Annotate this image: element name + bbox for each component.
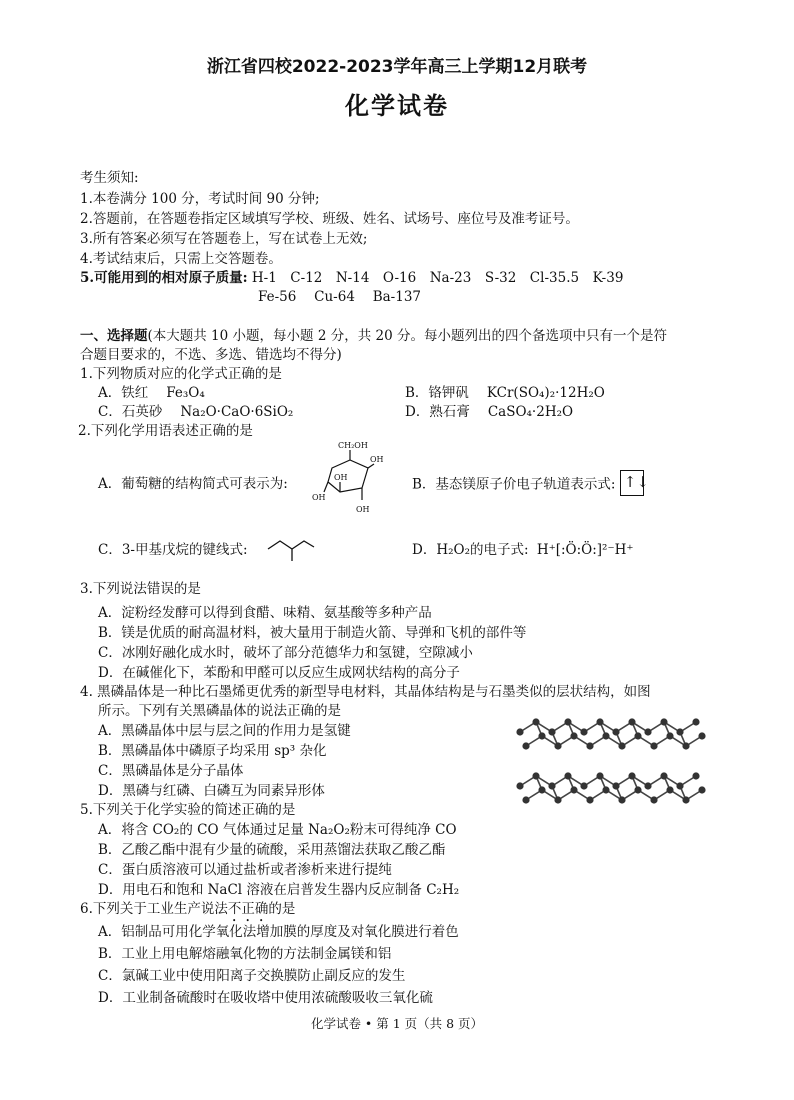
q2-option-c: C．3-甲基戊烷的键线式: [98,542,248,558]
q4-option-d: D．黑磷与红磷、白磷互为同素异形体 [98,783,325,799]
q1-option-d-formula: CaSO₄·2H₂O [487,404,574,420]
q1-option-b [405,381,605,401]
q1-option-d [405,400,573,420]
q1-option-a [98,381,205,401]
glucose-ch2oh-label: CH₂OH [338,441,368,450]
q1-option-a-label: A．铁红 [98,385,149,401]
q2-stem: 2.下列化学用语表述正确的是 [78,423,253,439]
q1-option-b-formula: KCr(SO₄)₂·12H₂O [486,385,605,401]
q1-option-c [98,400,293,420]
black-phosphorus-structure-image [512,712,712,824]
q2-option-b [412,472,649,498]
glucose-oh-label-2: OH [312,493,326,502]
q4-option-c: C．黑磷晶体是分子晶体 [98,763,244,779]
h2o2-electron-formula: H⁺[:Ö:Ö:]²⁻H⁺ [536,542,634,558]
q2-option-d [412,538,634,558]
q5-option-c: C．蛋白质溶液可以通过盐析或者渗析来进行提纯 [98,862,392,878]
q2-option-b-label: B．基态镁原子价电子轨道表示式: [412,476,616,493]
q4-option-b: B．黑磷晶体中磷原子均采用 sp³ 杂化 [98,743,327,759]
atomic-masses-line2: Fe-56 Cu-64 Ba-137 [258,289,422,305]
atomic-masses [80,266,623,286]
q6-option-b: B．工业上用电解熔融氧化物的方法制金属镁和铝 [98,946,392,962]
skeletal-formula-image [266,533,316,563]
q3-option-d: D．在碱催化下，苯酚和甲醛可以反应生成网状结构的高分子 [98,665,460,681]
atomic-masses-line1: H-1 C-12 N-14 O-16 Na-23 S-32 Cl-35.5 K-39 [251,270,624,286]
orbital-arrows-icon: ↑↓ [623,473,649,491]
exam-subtitle: 化学试卷 [345,92,449,120]
q5-option-a: A．将含 CO₂的 CO 气体通过足量 Na₂O₂粉末可得纯净 CO [98,822,457,838]
notice-heading: 考生须知: [80,170,139,186]
q4-stem-2: 所示。下列有关黑磷晶体的说法正确的是 [98,703,341,719]
atomic-masses-label: 5.可能用到的相对原子质量: [80,270,248,286]
q2-option-d-label: D．H₂O₂的电子式: [412,542,529,558]
glucose-oh-label-3: OH [334,473,348,482]
section-1-intro [80,324,667,344]
q3-option-b: B．镁是优质的耐高温材料，被大量用于制造火箭、导弹和飞机的部件等 [98,625,527,641]
q3-stem: 3.下列说法错误的是 [80,581,201,597]
section-1-desc-2: 合题目要求的，不选、多选、错选均不得分) [80,347,342,363]
q5-stem: 5.下列关于化学实验的简述正确的是 [80,802,296,818]
q6-stem-pre: 6.下列关于工业生产说法 [80,901,228,917]
q1-option-a-formula: Fe₃O₄ [166,385,205,401]
q3-option-a: A．淀粉经发酵可以得到食醋、味精、氨基酸等多种产品 [98,605,432,621]
q6-option-c: C．氯碱工业中使用阳离子交换膜防止副反应的发生 [98,968,406,984]
q5-option-d: D．用电石和饱和 NaCl 溶液在启普发生器内反应制备 C₂H₂ [98,882,460,898]
q6-option-a: A．铝制品可用化学氧化法增加膜的厚度及对氧化膜进行着色 [98,924,459,940]
q1-option-b-label: B．铬钾矾 [405,385,469,401]
q4-stem-1: 4. 黑磷晶体是一种比石墨烯更优秀的新型导电材料，其晶体结构是与石墨类似的层状结构，如图 [80,684,651,700]
glucose-oh-label-1: OH [370,455,384,464]
q6-option-d: D．工业制备硫酸时在吸收塔中使用浓硫酸吸收三氧化硫 [98,990,433,1006]
notice-item-3: 3.所有答案必须写在答题卷上，写在试卷上无效; [80,231,368,247]
q6-stem-emphasis: 不正确 [227,901,269,917]
section-1-desc: (本大题共 10 小题，每小题 2 分，共 20 分。每小题列出的四个备选项中只有一个是符 [147,328,667,344]
notice-item-1: 1.本卷满分 100 分，考试时间 90 分钟; [80,191,320,207]
exam-title: 浙江省四校2022-2023学年高三上学期12月联考 [206,57,588,77]
page-footer: 化学试卷 • 第 1 页（共 8 页） [310,1016,484,1031]
q4-option-a: A．黑磷晶体中层与层之间的作用力是氢键 [98,723,351,739]
notice-item-4: 4.考试结束后，只需上交答题卷。 [80,251,282,267]
glucose-oh-label-4: OH [356,505,370,514]
q1-option-d-label: D．熟石膏 [405,404,470,420]
q5-option-b: B．乙酸乙酯中混有少量的硫酸，采用蒸馏法获取乙酸乙酯 [98,842,446,858]
q2-option-a: A．葡萄糖的结构简式可表示为: [98,476,288,492]
q3-option-c: C．冰刚好融化成水时，破坏了部分范德华力和氢键，空隙减小 [98,645,473,661]
orbital-box [620,470,649,496]
q1-option-c-formula: Na₂O·CaO·6SiO₂ [180,404,294,420]
q6-stem-post: 的是 [268,901,296,917]
q1-option-c-label: C．石英砂 [98,404,163,420]
glucose-structure-image [310,436,390,522]
q1-stem: 1.下列物质对应的化学式正确的是 [80,366,282,382]
notice-item-2: 2.答题前，在答题卷指定区域填写学校、班级、姓名、试场号、座位号及准考证号。 [80,211,579,227]
section-1-heading: 一、选择题 [80,328,148,344]
